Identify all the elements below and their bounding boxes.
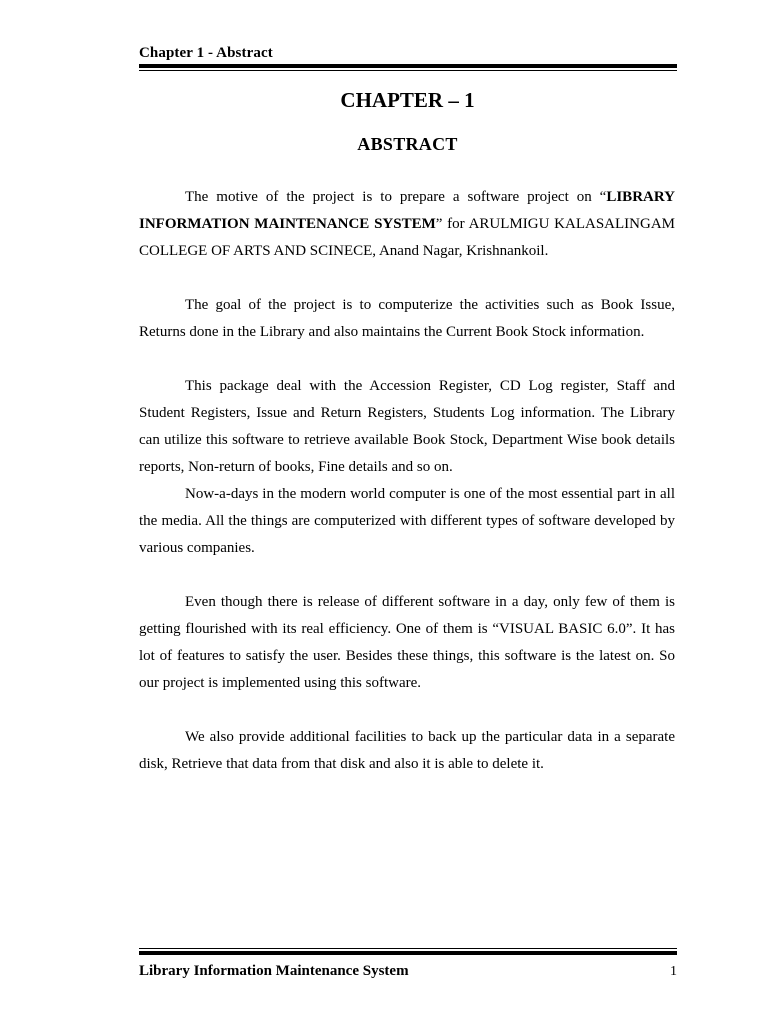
paragraph-motive-rest: ” for ARULMIGU KALASALINGAM COLLEGE OF ARTS AND SCINECE, Anand Nagar, Krishnankoil. bbox=[139, 216, 675, 259]
paragraph-package: This package deal with the Accession Register, CD Log register, Staff and Student Registers, Issue and Return Registers, Students Log information. The Library can utilize this software to retrieve available Book Stock, Department Wise book details reports, Non-return of books, Fine details and so on. bbox=[139, 378, 675, 475]
header-rule-thin bbox=[139, 70, 677, 71]
section-title: ABSTRACT bbox=[357, 134, 458, 154]
header-rule-thick bbox=[139, 64, 677, 68]
paragraph-software-choice: Even though there is release of different software in a day, only few of them is getting flourished with its real efficiency. One of them is “VISUAL BASIC 6.0”. It has lot of features to satisfy the user. Besides these things, this software is the latest on. So our project is implemented using this software. bbox=[139, 594, 675, 691]
page-header bbox=[139, 44, 677, 62]
footer-rule-thin bbox=[139, 948, 677, 949]
page-number: 1 bbox=[670, 964, 677, 979]
footer-rule-thick bbox=[139, 951, 677, 955]
running-header-title: Chapter 1 - Abstract bbox=[139, 45, 273, 61]
paragraph-motive bbox=[139, 184, 675, 265]
paragraph-motive-lead: The motive of the project is to prepare a software project on “ bbox=[185, 189, 607, 205]
footer-title: Library Information Maintenance System bbox=[139, 963, 409, 979]
paragraph-goal: The goal of the project is to computerize the activities such as Book Issue, Returns done in the Library and also maintains the Current Book Stock information. bbox=[139, 297, 675, 340]
abstract-body bbox=[139, 184, 675, 778]
paragraph-facilities: We also provide additional facilities to back up the particular data in a separate disk, Retrieve that data from that disk and also it is able to delete it. bbox=[139, 729, 675, 772]
project-name: LIBRARY INFORMATION MAINTENANCE SYSTEM bbox=[139, 189, 675, 232]
chapter-title: CHAPTER – 1 bbox=[340, 88, 475, 112]
paragraph-modern-world: Now-a-days in the modern world computer is one of the most essential part in all the media. All the things are computerized with different types of software developed by various companies. bbox=[139, 486, 675, 556]
